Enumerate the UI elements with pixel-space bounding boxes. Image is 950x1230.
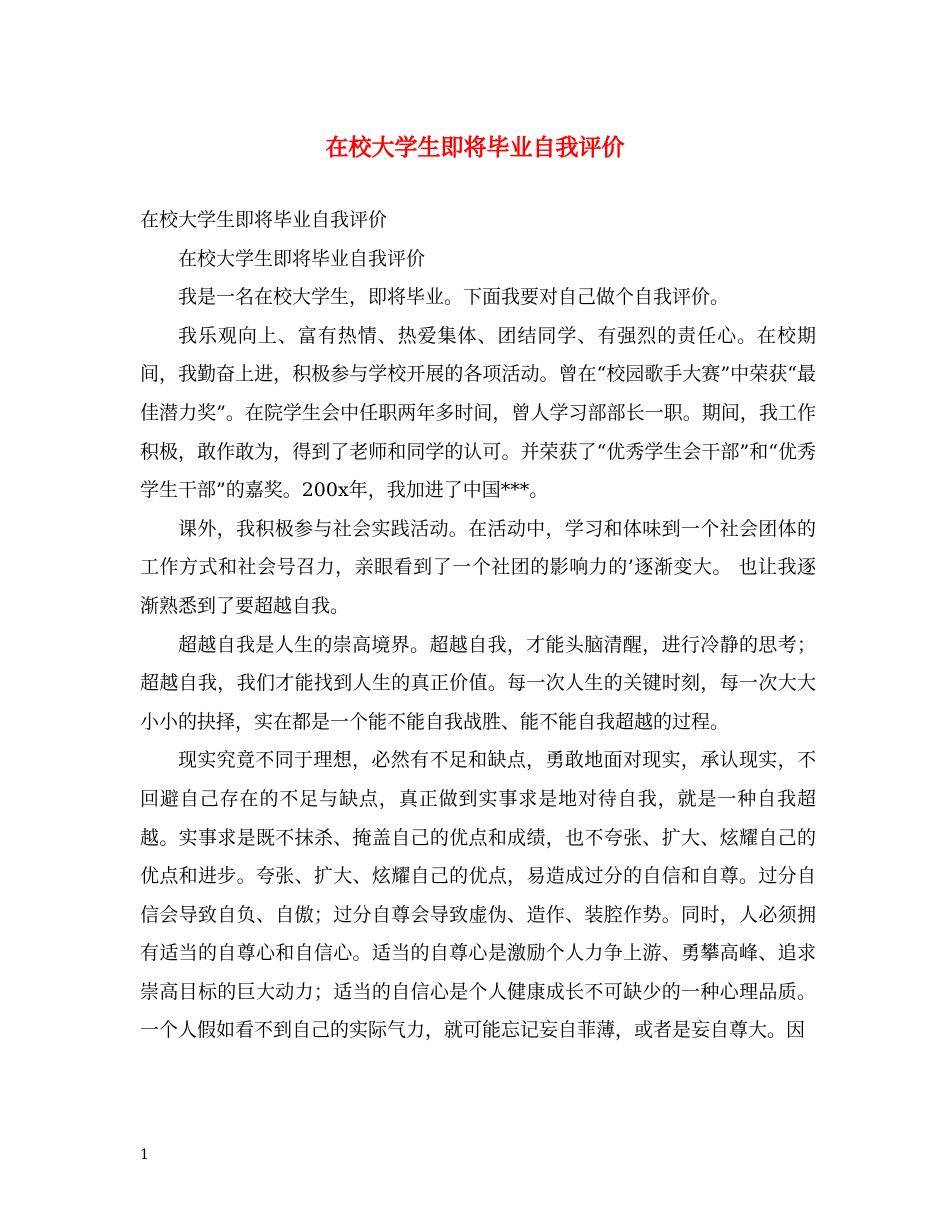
document-title: 在校大学生即将毕业自我评价 [325, 134, 625, 161]
page-number: 1 [140, 1147, 149, 1163]
document-body [140, 201, 816, 1050]
paragraph: 课外，我积极参与社会实践活动。在活动中，学习和体味到一个社会团体的工作方式和社会号召力，亲眼看到了一个社团的影响力的’逐渐变大。 也让我逐渐熟悉到了要超越自我。 [140, 517, 816, 617]
paragraph: 在校大学生即将毕业自我评价 [140, 209, 388, 231]
paragraph: 我乐观向上、富有热情、热爱集体、团结同学、有强烈的责任心。在校期间，我勤奋上进，积极参与学校开展的各项活动。曾在“校园歌手大赛”中荣获“最佳潜力奖”。在院学生会中任职两年多时间，曾人学习部部长一职。期间，我工作积极，敢作敢为，得到了老师和同学的认可。并荣获了“优秀学生会干部”和“优秀学生干部”的嘉奖。200x年，我加进了中国***。 [140, 324, 816, 502]
paragraph: 我是一名在校大学生，即将毕业。下面我要对自己做个自我评价。 [178, 286, 730, 309]
paragraph: 超越自我是人生的崇高境界。超越自我，才能头脑清醒，进行冷静的思考；超越自我，我们才能找到人生的真正价值。每一次人生的关键时刻，每一次大大小小的抉择，实在都是一个能不能自我战胜、能不能自我超越的过程。 [140, 633, 816, 733]
paragraph: 在校大学生即将毕业自我评价 [178, 247, 426, 270]
paragraph: 现实究竟不同于理想，必然有不足和缺点，勇敢地面对现实，承认现实，不回避自己存在的不足与缺点，真正做到实事求是地对待自我，就是一种自我超越。实事求是既不抹杀、掩盖自己的优点和成绩，也不夸张、扩大、炫耀自己的优点和进步。夸张、扩大、炫耀自己的优点，易造成过分的自信和自尊。过分自信会导致自负、自傲；过分自尊会导致虚伪、造作、装腔作势。同时，人必须拥有适当的自尊心和自信心。适当的自尊心是激励个人力争上游、勇攀高峰、追求崇高目标的巨大动力；适当的自信心是个人健康成长不可缺少的一种心理品质。一个人假如看不到自己的实际气力，就可能忘记妄自菲薄，或者是妄自尊大。因 [140, 749, 816, 1042]
